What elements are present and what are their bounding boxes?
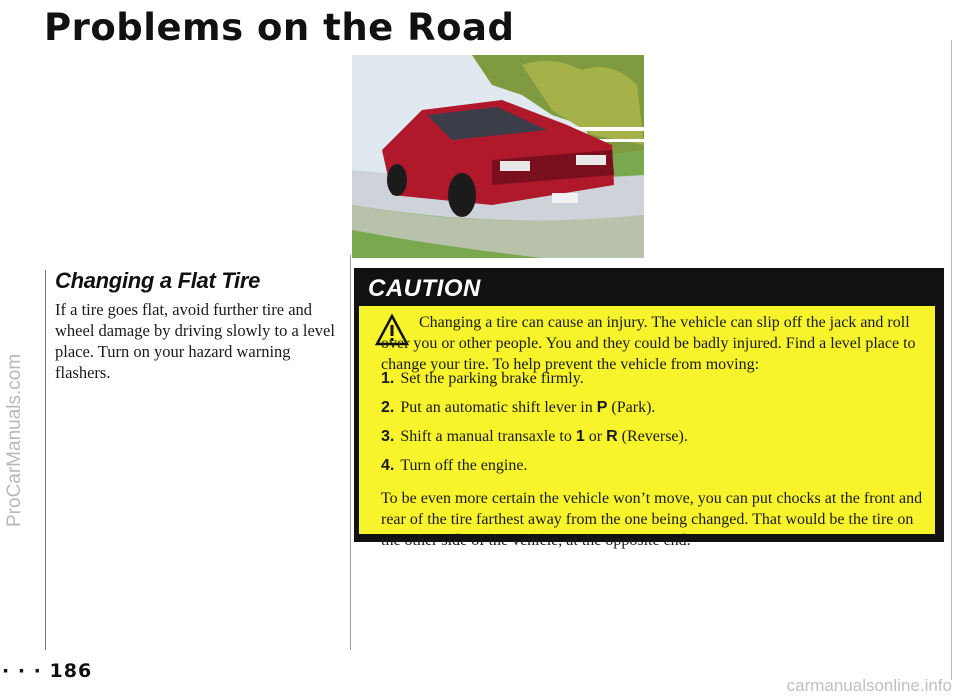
caution-step: 2. Put an automatic shift lever in P (Park).: [381, 399, 656, 416]
page-title: Problems on the Road: [44, 6, 515, 49]
car-license-plate: [552, 193, 578, 203]
caution-intro: Changing a tire can cause an injury. The vehicle can slip off the jack and roll over you or other people. You and they could be badly injured. Find a level place to change your tire. To help prevent the vehicle from moving:: [381, 314, 916, 373]
caution-box: [359, 306, 935, 549]
caution-step: 4. Turn off the engine.: [381, 457, 528, 474]
page-number: · · · 186: [2, 660, 93, 682]
left-margin-rule: [45, 270, 46, 650]
car-wheel-front: [448, 173, 476, 217]
caution-step: 1. Set the parking brake firmly.: [381, 370, 584, 387]
section-heading: Changing a Flat Tire: [55, 268, 261, 293]
car-wheel-rear: [387, 164, 407, 196]
section-body: If a tire goes flat, avoid further tire and wheel damage by driving slowly to a level place. Turn on your hazard warning flashers.: [55, 300, 335, 382]
column-divider: [350, 255, 351, 650]
caution-steps: [381, 368, 921, 484]
caution-step: 3. Shift a manual transaxle to 1 or R (Reverse).: [381, 428, 688, 445]
watermark-carmanualsonline: carmanualsonline.info: [786, 676, 952, 695]
flat-tire-car-illustration: [352, 55, 644, 258]
car-headlight-right: [576, 155, 606, 165]
caution-title: CAUTION: [368, 275, 481, 302]
caution-footer: To be even more certain the vehicle won’t move, you can put chocks at the front and rear of the tire farthest away from the one being changed. That would be the tire on the other side of the vehicle, at the opposite end.: [381, 490, 923, 549]
watermark-procarmanuals: ProCarManuals.com: [4, 353, 25, 527]
car-headlight-left: [500, 161, 530, 171]
right-margin-rule: [951, 40, 952, 680]
caution-panel: [354, 268, 944, 549]
